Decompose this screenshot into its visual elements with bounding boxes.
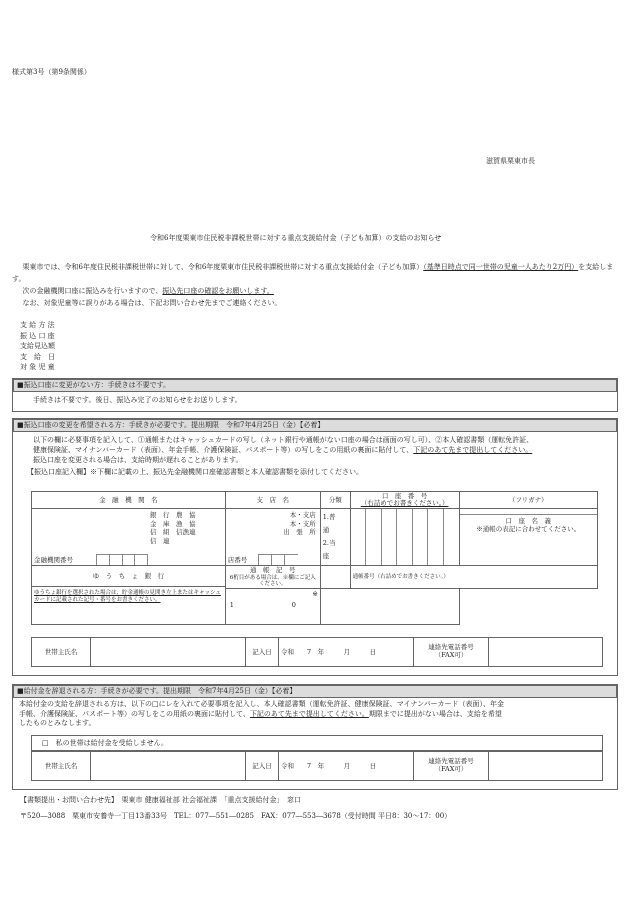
section-change-title: ■振込口座の変更を希望される方：手続きが必要です。提出期限 令和7年4月25日（金）【必着】 bbox=[13, 419, 617, 432]
section-no-change-title: ■振込口座に変更がない方：手続きは不要です。 bbox=[13, 379, 617, 392]
section-change-account: ■振込口座の変更を希望される方：手続きが必要です。提出期限 令和7年4月25日（金）【必着】 以下の欄に必要事項を記入して、①通帳またはキャッシュカードの写し（ネット銀行や通帳がない口座の場合は画面の写し可）、②本人確認書類（運転免許証、 健康保険証、マイナンバーカード（表面）、年金手帳、介護保険証、パスポート等）の写しをこの用紙の裏面に貼付して、下記のあて先まで提出してください。 振込口座を変更される場合は、支給時期が遅れることがあります。 【振込口座記入欄】※下欄に記載の上、振込先金融機関口座確認書類と本人確認書類を添付してください。 金 融 機 関 名 支 店 名 分類 口 座 番 号 （右詰めでお書きください。） （フリガナ） 銀 行 農 協 金 庫 漁 協 信 組 信漁連 信 連 金融機関番号 本・支店 本・支所 出 張 所 店番号 1.普 通 2.当 座 口 座 名 義 ※通帳の表記に合わせてください。 ゆ う ち ょ 銀 行 ゆうちょ銀行を選択された場合は、貯金通帳の見開き左上またはキャッシュカードに記載された記号・番号をお書きください。 通 帳 記 号 6桁目がある場合は、※欄にご記入ください。 通帳番号（右詰めでお書きください。） 1 0 ※ 世帯主氏名 記入日 令和 7 年 月 日 連絡先電話番号 （FAX可） bbox=[12, 418, 618, 676]
decline-date-field[interactable]: 令和 7 年 月 日 bbox=[279, 752, 414, 781]
section-decline: ■給付金を辞退される方：手続きが必要です。提出期限 令和7年4月25日（金）【必着】 本給付金の支給を辞退される方は、以下の□にレを入れて必要事項を記入し、本人確認書類（運転免許証、健康保険証、マイナンバーカード（表面）、年金 手帳、介護保険証、パスポート等）の写しをこの用紙の裏面に貼付して、下記のあて先まで提出してください。期限までに提出がない場合は、支給を希望 したものとみなします。 □ 私の世帯は給付金を受給しません。 世帯主氏名 記入日 令和 7 年 月 日 連絡先電話番号 （FAX可） bbox=[12, 684, 618, 790]
section-no-change-body: 手続きは不要です。後日、振込み完了のお知らせをお送りします。 bbox=[33, 395, 242, 404]
contact-heading: 【書類提出・お問い合わせ先】 栗東市 健康福祉部 社会福祉課 「重点支援給付金」 窓口 bbox=[20, 796, 301, 804]
passbook-mark-header: 通 帳 記 号 6桁目がある場合は、※欄にご記入ください。 bbox=[225, 566, 320, 589]
account-note: 【振込口座記入欄】※下欄に記載の上、振込先金融機関口座確認書類と本人確認書類を添付してください。 bbox=[27, 468, 363, 477]
intro: 栗東市では、令和6年度住民税非課税世帯に対して、令和6年度栗東市住民税非課税世帯に対する重点支援給付金（子ども加算）（基準日時点で同一世帯の児童一人あたり2万円）を支給します。 次の金融機関口座に振込みを行いますので、振込先口座の確認をお願いします。 なお、対象児童等に誤りがある場合は、下記お問い合わせ先までご連絡ください。 bbox=[12, 263, 614, 307]
form-number: 様式第3号（第9条関係） bbox=[12, 68, 91, 76]
change-sign-row: 世帯主氏名 記入日 令和 7 年 月 日 連絡先電話番号 （FAX可） bbox=[31, 637, 603, 667]
branch-code-label: 店番号 bbox=[227, 556, 248, 565]
entry-date-field[interactable]: 令和 7 年 月 日 bbox=[279, 638, 414, 667]
contact-address: 〒520―3088 栗東市安養寺一丁目13番33号 TEL：077―551―0285 FAX：077―553―3678（受付時間 平日8：30～17：00） bbox=[20, 812, 452, 820]
yucho-header: ゆ う ち ょ 銀 行 bbox=[32, 566, 225, 587]
account-table bbox=[31, 491, 603, 625]
passbook-mark-field[interactable]: 1 0 ※ bbox=[225, 589, 320, 625]
householder-name-field[interactable] bbox=[91, 638, 246, 667]
passbook-number-header: 通帳番号（右詰めでお書きください。） bbox=[350, 566, 597, 589]
section-no-change bbox=[12, 378, 618, 412]
bank-code-boxes[interactable] bbox=[96, 554, 148, 565]
branch-code-boxes[interactable] bbox=[258, 554, 298, 565]
branch-header: 支 店 名 bbox=[225, 492, 320, 509]
decline-checkbox[interactable]: □ 私の世帯は給付金を受給しません。 bbox=[31, 735, 603, 751]
section-decline-title: ■給付金を辞退される方：手続きが必要です。提出期限 令和7年4月25日（金）【必着】 bbox=[13, 685, 617, 698]
account-number-field[interactable] bbox=[350, 509, 459, 566]
page-title: 令和6年度栗東市住民税非課税世帯に対する重点支援給付金（子ども加算）の支給のお知らせ bbox=[150, 234, 442, 242]
account-type-field[interactable]: 1.普 通 2.当 座 bbox=[320, 509, 350, 566]
furigana-header: （フリガナ） bbox=[459, 492, 598, 509]
account-holder-field[interactable]: 口 座 名 義 ※通帳の表記に合わせてください。 bbox=[459, 509, 598, 566]
sender: 滋賀県栗東市長 bbox=[486, 157, 535, 165]
type-header: 分類 bbox=[320, 492, 350, 509]
bank-code-label: 金融機関番号 bbox=[34, 556, 73, 565]
account-number-header: 口 座 番 号 （右詰めでお書きください。） bbox=[350, 492, 459, 509]
decline-sign-row: 世帯主氏名 記入日 令和 7 年 月 日 連絡先電話番号 （FAX可） bbox=[31, 751, 603, 781]
phone-field[interactable] bbox=[489, 638, 603, 667]
passbook-number-field[interactable] bbox=[320, 589, 459, 625]
decline-householder-field[interactable] bbox=[91, 752, 246, 781]
info-labels: 支 給 方 法 振 込 口 座 支給見込額 支 給 日 対 象 児 童 bbox=[20, 321, 55, 371]
bank-name-header: 金 融 機 関 名 bbox=[32, 492, 226, 509]
branch-field[interactable]: 本・支店 本・支所 出 張 所 店番号 bbox=[225, 509, 320, 566]
bank-name-field[interactable]: 銀 行 農 協 金 庫 漁 協 信 組 信漁連 信 連 金融機関番号 bbox=[32, 509, 226, 566]
yucho-note: ゆうちょ銀行を選択された場合は、貯金通帳の見開き左上またはキャッシュカードに記載された記号・番号をお書きください。 bbox=[34, 590, 221, 604]
decline-phone-field[interactable] bbox=[489, 752, 603, 781]
